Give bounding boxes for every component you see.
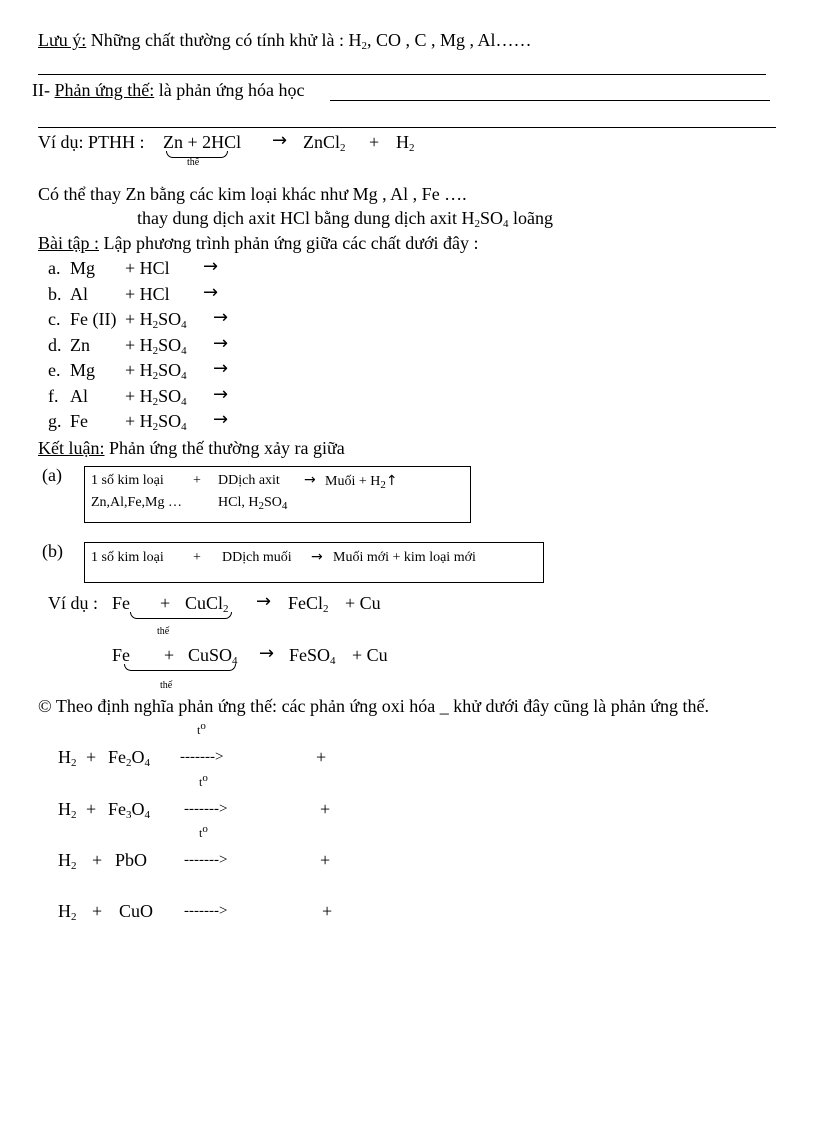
prod2-text: H (396, 132, 409, 152)
temp-text: t (199, 826, 203, 840)
example1-zn: Zn (163, 132, 183, 152)
reagent-text: + H (125, 411, 153, 431)
oxide-sub2: 4 (144, 757, 150, 769)
blank-line (38, 74, 766, 75)
exercise-item-lhs: Fe (70, 411, 88, 431)
example1-lhs (163, 132, 241, 153)
note-h-sub: 2 (361, 40, 368, 52)
case-b-plus: + (193, 550, 201, 565)
h-sub: 2 (71, 757, 77, 769)
redox-plus: + (86, 799, 97, 819)
conclusion-heading (38, 438, 345, 459)
brace (124, 664, 236, 671)
reagent-text: + H (125, 360, 153, 380)
exercise-label: Bài tập : (38, 233, 99, 253)
case-a-box (84, 466, 471, 523)
redox-arrow: -------> (184, 903, 228, 919)
brace-label: thế (157, 626, 170, 637)
case-b-product: Muối mới + kim loại mới (333, 550, 476, 565)
reagent-sub2: 4 (181, 370, 187, 382)
redox-h2 (58, 850, 77, 871)
exercise-item-lhs: Mg (70, 258, 96, 278)
exercise-item-id: b. (48, 283, 62, 304)
exercise-item-reagent (125, 386, 187, 407)
exercise-item-lhs: Zn (70, 334, 90, 355)
case-b-box (84, 542, 544, 583)
case-a-product-sub: 2 (380, 479, 386, 491)
note-h: H (348, 30, 362, 50)
reagent-tail: SO (158, 360, 182, 380)
redox-oxide (108, 747, 150, 768)
case-a-plus: + (193, 473, 201, 488)
r1-prod-text: FeCl (288, 593, 324, 613)
example1-prod2 (396, 132, 415, 153)
brace (130, 612, 232, 619)
arrow-icon: → (259, 643, 275, 664)
redox-h2 (58, 901, 77, 922)
reagent-tail: SO (158, 309, 182, 329)
r2-reagent-sub: 4 (232, 655, 238, 667)
blank-line (330, 100, 770, 101)
section2-heading (32, 80, 304, 101)
temperature-label (197, 720, 206, 738)
h-text: H (58, 901, 71, 921)
redox-h2 (58, 799, 77, 820)
case-a-acids-text2: SO (263, 495, 282, 510)
exercise-item-reagent (125, 411, 187, 432)
r1-prod-sub: 2 (323, 603, 329, 615)
reagent-sub: 2 (152, 395, 159, 408)
reagent-sub: 2 (152, 319, 159, 331)
redox-oxide (115, 850, 147, 871)
brace-label: thế (187, 157, 200, 168)
example2-r2-prod (289, 645, 336, 666)
case-b-salt: DDịch muối (222, 550, 292, 565)
replace-line2a: thay dung dịch axit HCl bằng dung dịch axit H (137, 208, 475, 228)
oxide-sub: 3 (126, 809, 132, 821)
temperature-label (199, 823, 208, 841)
redox-plus: + (92, 901, 103, 921)
exercise-item-id: c. (48, 309, 61, 329)
exercise-item-reagent (125, 360, 187, 381)
reagent-text: + H (125, 334, 153, 355)
redox-arrow: -------> (184, 852, 228, 868)
reagent-sub2: 4 (181, 344, 187, 357)
example1-prod1 (303, 132, 346, 153)
redox-oxide (119, 901, 153, 922)
replace-sub1: 2 (474, 218, 480, 230)
reagent-text: + H (125, 309, 153, 329)
conclusion-text: Phản ứng thế thường xảy ra giữa (104, 438, 345, 458)
case-a-product-text: Muối + H (325, 474, 381, 489)
reagent-text: + HCl (125, 283, 170, 304)
case-a-metal: 1 số kim loại (91, 473, 164, 488)
oxide-text: PbO (115, 850, 148, 870)
example2-r1-rest: + Cu (345, 593, 381, 613)
temp-text: t (197, 723, 201, 737)
example2-r1-lhs: Fe (112, 593, 130, 613)
example1-label: Ví dụ: PTHH : (38, 132, 145, 152)
arrow-icon: → (213, 307, 229, 328)
reagent-tail: SO (158, 334, 182, 355)
note-line (38, 30, 532, 51)
r2-reagent-text: CuSO (188, 645, 233, 665)
prod1-text: ZnCl (303, 132, 341, 152)
temp-sup: o (202, 823, 208, 835)
h-sub: 2 (71, 860, 77, 872)
section2-prefix: II- (32, 80, 55, 100)
section2-text: là phản ứng hóa học (154, 80, 305, 100)
exercise-item-id: g. (48, 411, 62, 431)
case-a-acids-sub: 2 (258, 500, 264, 512)
oxide-text2: O (131, 747, 145, 767)
reagent-tail: SO (158, 385, 182, 406)
example2-r1-prod (288, 593, 329, 614)
redox-arrow: -------> (184, 801, 228, 817)
up-arrow-icon: ↑ (385, 473, 398, 489)
h-text: H (58, 747, 71, 767)
oxide-sub2: 4 (144, 809, 150, 821)
example2-r2-lhs: Fe (112, 645, 130, 665)
brace-label: thế (160, 680, 173, 691)
redox-plus: + (92, 850, 103, 870)
case-a-acids-text: HCl, H (218, 495, 259, 510)
reagent-text: + HCl (125, 258, 170, 278)
reagent-sub2: 4 (181, 319, 187, 331)
reagent-tail: SO (158, 411, 182, 431)
exercise-item-reagent (125, 335, 187, 356)
example2-r2-plus: + (164, 645, 175, 665)
example2-r2-reagent (188, 645, 238, 666)
oxide-text: Fe (108, 799, 126, 819)
example2-r1-plus: + (160, 593, 171, 613)
case-a-acids-sub2: 4 (281, 500, 288, 512)
exercise-item-id: f. (48, 385, 59, 406)
blank-line (38, 127, 776, 128)
reagent-text: + H (125, 385, 153, 406)
h-text: H (58, 850, 71, 870)
redox-arrow: -------> (180, 749, 224, 765)
arrow-icon: → (256, 591, 272, 612)
prod1-sub: 2 (340, 142, 346, 154)
reagent-sub: 2 (152, 421, 159, 433)
h-text: H (58, 799, 71, 819)
redox-product-plus: + (316, 747, 327, 767)
case-b-metal: 1 số kim loại (91, 550, 164, 565)
arrow-icon: → (203, 281, 219, 303)
replace-line1: Có thể thay Zn bằng các kim loại khác như Mg , Al , Fe …. (38, 184, 467, 204)
replace-sub2: 4 (502, 218, 509, 230)
r1-reagent-text: CuCl (185, 593, 224, 613)
arrow-icon: → (213, 383, 229, 405)
exercise-item-lhs: Fe (II) (70, 309, 117, 329)
oxide-text: Fe (108, 747, 126, 767)
prod2-sub: 2 (409, 142, 415, 154)
exercise-item-reagent (125, 258, 170, 279)
h-sub: 2 (71, 809, 77, 821)
h-sub: 2 (71, 911, 77, 923)
oxide-text: CuO (119, 901, 154, 921)
note-label: Lưu ý: (38, 30, 87, 50)
exercise-item-id: a. (48, 258, 61, 278)
temperature-label (199, 772, 208, 790)
arrow-icon: → (272, 130, 288, 151)
r2-prod-sub: 4 (330, 655, 336, 667)
temp-sup: o (200, 720, 206, 732)
temp-text: t (199, 775, 203, 789)
case-a-label: (a) (42, 465, 62, 485)
replace-line2b: SO (479, 208, 503, 228)
case-a-acid: DDịch axit (218, 473, 280, 488)
case-a-acids-list (218, 495, 287, 511)
arrow-icon: → (304, 472, 316, 488)
redox-product-plus: + (322, 901, 333, 921)
case-b-label: (b) (42, 541, 63, 561)
exercise-item-lhs: Mg (70, 360, 96, 380)
exercise-item-id: d. (48, 334, 62, 355)
exercise-item-id: e. (48, 360, 61, 380)
redox-oxide (108, 799, 150, 820)
exercise-heading (38, 233, 478, 254)
redox-h2 (58, 747, 77, 768)
case-a-product (325, 473, 398, 490)
arrow-icon: → (311, 549, 323, 565)
exercise-item-lhs: Al (70, 283, 88, 304)
note-rest: , CO , C , Mg , Al…… (367, 30, 532, 50)
exercise-item-reagent (125, 309, 187, 330)
redox-plus: + (86, 747, 97, 767)
note-text: Những chất thường có tính khử là : (86, 30, 349, 50)
example2-r1-reagent (185, 593, 229, 614)
oxide-sub: 2 (126, 757, 132, 769)
conclusion-label: Kết luận: (38, 438, 105, 458)
exercise-text: Lập phương trình phản ứng giữa các chất dưới đây : (99, 233, 479, 253)
reagent-sub: 2 (152, 344, 159, 357)
case-a-metals-list: Zn,Al,Fe,Mg … (91, 495, 182, 510)
arrow-icon: → (213, 332, 229, 354)
temp-sup: o (202, 772, 208, 784)
exercise-item-reagent (125, 284, 170, 305)
example1-plus: + (369, 132, 380, 152)
reagent-sub2: 4 (181, 421, 187, 433)
redox-product-plus: + (320, 850, 331, 870)
oxide-text2: O (131, 799, 145, 819)
example2-label: Ví dụ : (48, 593, 99, 613)
exercise-item-lhs: Al (70, 385, 88, 406)
r1-reagent-sub: 2 (223, 603, 229, 615)
replace-line2 (137, 208, 553, 229)
reagent-sub2: 4 (181, 395, 187, 408)
arrow-icon: → (213, 409, 229, 430)
example2-r2-rest: + Cu (352, 645, 388, 665)
arrow-icon: → (213, 358, 229, 379)
r2-prod-text: FeSO (289, 645, 331, 665)
replace-line2c: loãng (508, 208, 553, 228)
reagent-sub: 2 (152, 370, 159, 382)
arrow-icon: → (203, 256, 219, 277)
redox-product-plus: + (320, 799, 331, 819)
definition-text: © Theo định nghĩa phản ứng thế: các phản ứng oxi hóa _ khử dưới đây cũng là phản ứng thế. (38, 696, 710, 716)
section2-label: Phản ứng thế: (54, 80, 155, 100)
example1-hcl: + 2HCl (183, 132, 242, 152)
